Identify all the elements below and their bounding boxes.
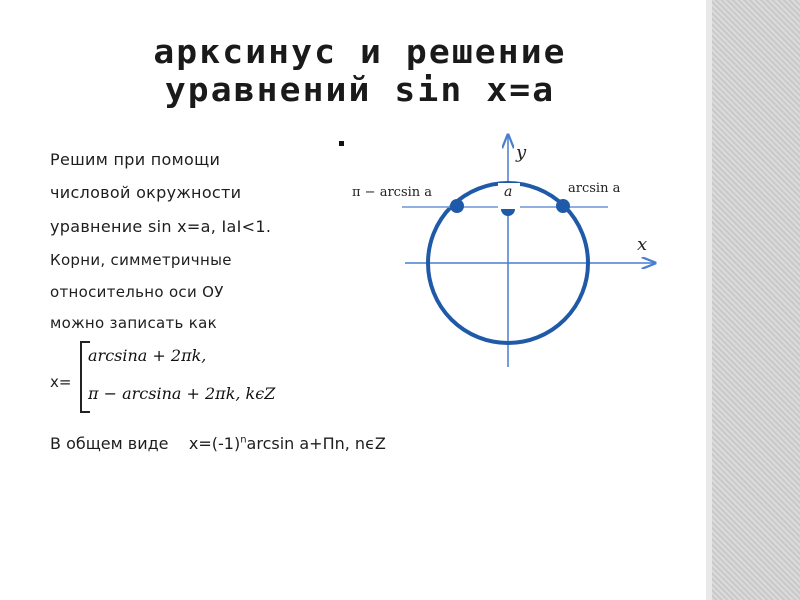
general-exponent: n (240, 434, 247, 446)
title-line-1: арксинус и решение (153, 32, 567, 71)
general-prefix: В общем виде (50, 434, 169, 453)
text-line-6: можно записать как (50, 314, 217, 332)
text-line-4: Корни, симметричные (50, 251, 232, 269)
label-a: a (504, 184, 513, 200)
text-line-3: уравнение sin x=a, IaI<1. (50, 217, 272, 236)
title-line-2: уравнений sin x=a (164, 70, 556, 109)
x-axis-label: x (637, 234, 648, 255)
text-line-2: числовой окружности (50, 183, 242, 202)
slide-title (24, 33, 696, 109)
point-pi-minus-arcsin (450, 199, 464, 213)
text-line-1: Решим при помощи (50, 150, 221, 169)
a-point (501, 209, 515, 216)
unit-circle-diagram (350, 130, 670, 380)
decorative-sidebar (712, 0, 800, 600)
point-arcsin (556, 199, 570, 213)
y-axis-label: y (516, 142, 527, 163)
formula-line-2: π − arcsina + 2πk, kϵZ (88, 384, 276, 403)
formula-line-1: arcsina + 2πk, (88, 346, 207, 365)
general-formula-b: arcsin a+Пn, nϵZ (246, 434, 386, 453)
label-arcsin: arcsin a (568, 181, 621, 196)
general-formula-a: x=(-1) (188, 434, 241, 453)
x-equals-label: x= (50, 373, 72, 391)
general-solution (50, 434, 386, 453)
title-dot (339, 141, 344, 146)
label-pi-minus-arcsin: π − arcsin a (352, 185, 433, 200)
text-line-5: относительно оси ОУ (50, 283, 224, 301)
